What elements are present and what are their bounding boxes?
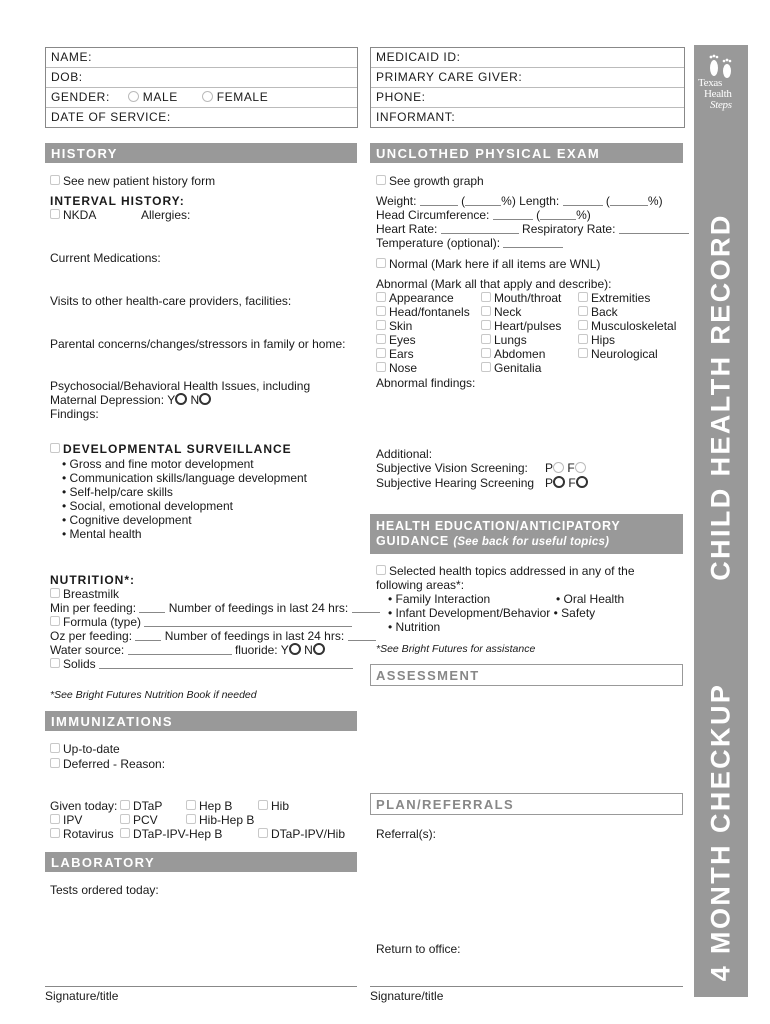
logo-texas: Texas [698, 77, 722, 89]
informant-field[interactable]: INFORMANT: [376, 110, 456, 124]
vaccine-hib: Hib [258, 799, 289, 813]
exam-item: Head/fontanels [376, 305, 470, 319]
developmental-title: DEVELOPMENTAL SURVEILLANCE [50, 442, 292, 456]
hearing-p-f: P F [545, 476, 588, 490]
nkda: NKDA [50, 208, 96, 222]
vaccine-rotavirus: Rotavirus [50, 827, 114, 841]
primary-care-giver-field[interactable]: PRIMARY CARE GIVER: [371, 68, 684, 88]
male-label: MALE [142, 90, 178, 104]
dev-item: • Self-help/care skills [62, 485, 173, 499]
exam-checkbox[interactable] [376, 348, 386, 358]
exam-item: Lungs [481, 333, 527, 347]
signature-label-left: Signature/title [45, 989, 119, 1003]
nutrition-title: NUTRITION*: [50, 573, 135, 587]
vision-fail-radio[interactable] [575, 462, 586, 473]
selected-topics-checkbox[interactable] [376, 565, 386, 575]
history-header: HISTORY [45, 143, 357, 163]
exam-item: Abdomen [481, 347, 545, 361]
current-medications-label: Current Medications: [50, 251, 161, 265]
female-label: FEMALE [216, 90, 269, 104]
vaccine-checkbox[interactable] [258, 800, 268, 810]
hearing-fail-radio[interactable] [576, 476, 588, 488]
exam-item: Neck [481, 305, 521, 319]
water-source-line[interactable] [128, 644, 232, 655]
health-education-header [370, 514, 683, 554]
topic-nutrition: • Nutrition [388, 620, 441, 634]
developmental-checkbox[interactable] [50, 443, 60, 453]
oz-per-feeding: Oz per feeding: Number of feedings in last 24 hrs: [50, 629, 376, 643]
exam-checkbox[interactable] [578, 348, 588, 358]
deferred-checkbox[interactable] [50, 758, 60, 768]
given-today-label: Given today: [50, 799, 118, 813]
hearing-pass-radio[interactable] [553, 476, 565, 488]
health-ed-footnote: *See Bright Futures for assistance [376, 643, 536, 655]
guidance-title: GUIDANCE [376, 534, 450, 548]
patient-info-left [45, 47, 358, 128]
child-health-record-title: CHILD HEALTH RECORD [705, 213, 736, 581]
signature-label-right: Signature/title [370, 989, 444, 1003]
plan-header: PLAN/REFERRALS [370, 793, 683, 815]
exam-item: Nose [376, 361, 417, 375]
solids-line[interactable] [99, 658, 353, 669]
logo-steps: Steps [710, 99, 732, 111]
exam-checkbox[interactable] [578, 306, 588, 316]
exam-checkbox[interactable] [481, 334, 491, 344]
logo-health: Health [704, 88, 732, 100]
deferred: Deferred - Reason: [50, 757, 165, 771]
exam-checkbox[interactable] [578, 334, 588, 344]
vaccine-checkbox[interactable] [120, 814, 130, 824]
gender-field[interactable] [46, 88, 357, 108]
length-line[interactable] [563, 195, 603, 206]
vaccine-hib-hepb: Hib-Hep B [186, 813, 254, 827]
nutrition-footnote: *See Bright Futures Nutrition Book if needed [50, 689, 257, 701]
exam-checkbox[interactable] [481, 362, 491, 372]
exam-checkbox[interactable] [481, 306, 491, 316]
weight-pct-line[interactable] [465, 195, 501, 206]
maternal-depression-yes-radio[interactable] [175, 393, 187, 405]
exam-checkbox[interactable] [578, 292, 588, 302]
vision-screening-label: Subjective Vision Screening: [376, 461, 528, 475]
normal-checkbox[interactable] [376, 258, 386, 268]
water-source: Water source: fluoride: Y N [50, 643, 325, 657]
head-circ-line[interactable] [493, 209, 533, 220]
heart-rate-line[interactable] [441, 223, 519, 234]
findings-label: Findings: [50, 407, 99, 421]
parental-concerns-label: Parental concerns/changes/stressors in family or home: [50, 337, 346, 351]
vaccine-checkbox[interactable] [120, 828, 130, 838]
gender-label: GENDER: [51, 90, 110, 104]
psychosocial-label: Psychosocial/Behavioral Health Issues, including [50, 379, 311, 393]
dev-item: • Communication skills/language development [62, 471, 307, 485]
immunizations-header: IMMUNIZATIONS [45, 711, 357, 731]
exam-item: Back [578, 305, 618, 319]
dev-item: • Gross and fine motor development [62, 457, 254, 471]
feedings-line[interactable] [352, 602, 380, 613]
phone-field[interactable]: PHONE: [371, 88, 684, 108]
abnormal-findings-label: Abnormal findings: [376, 376, 476, 390]
dob-field[interactable]: DOB: [46, 68, 357, 88]
temperature-line[interactable] [503, 237, 563, 248]
patient-info-right [370, 47, 685, 128]
feedings-line[interactable] [348, 630, 376, 641]
fluoride-no-radio[interactable] [313, 643, 325, 655]
allergies-label: Allergies: [141, 208, 191, 222]
exam-item: Extremities [578, 291, 650, 305]
additional-label: Additional: [376, 447, 433, 461]
signature-line-right[interactable] [370, 986, 683, 987]
fluoride-yes-radio[interactable] [289, 643, 301, 655]
exam-checkbox[interactable] [481, 292, 491, 302]
exam-checkbox[interactable] [376, 306, 386, 316]
medicaid-id-field[interactable]: MEDICAID ID: [371, 48, 684, 68]
exam-checkbox[interactable] [578, 320, 588, 330]
laboratory-header: LABORATORY [45, 852, 357, 872]
exam-item: Musculoskeletal [578, 319, 676, 333]
exam-item: Eyes [376, 333, 416, 347]
exam-item: Appearance [376, 291, 454, 305]
health-education-title: HEALTH EDUCATION/ANTICIPATORY [376, 519, 621, 533]
up-to-date-checkbox[interactable] [50, 743, 60, 753]
male-radio[interactable] [128, 91, 139, 102]
guidance-note: (See back for useful topics) [453, 536, 610, 548]
nkda-checkbox[interactable] [50, 209, 60, 219]
assessment-header: ASSESSMENT [370, 664, 683, 686]
oz-per-feeding-line[interactable] [135, 630, 161, 641]
vaccine-dtap: DTaP [120, 799, 162, 813]
referrals-label: Referral(s): [376, 827, 437, 841]
temperature: Temperature (optional): [376, 236, 563, 250]
footprints-icon [694, 50, 748, 80]
vaccine-hepb: Hep B [186, 799, 232, 813]
dev-item: • Mental health [62, 527, 142, 541]
formula: Formula (type) [50, 615, 352, 629]
tests-ordered-label: Tests ordered today: [50, 883, 159, 897]
min-per-feeding: Min per feeding: Number of feedings in last 24 hrs: [50, 601, 380, 615]
signature-line-left[interactable] [45, 986, 357, 987]
breastmilk: Breastmilk [50, 587, 119, 601]
vision-p-f: P F [545, 461, 586, 475]
vaccine-checkbox[interactable] [258, 828, 268, 838]
dev-item: • Cognitive development [62, 513, 192, 527]
head-circ-pct-line[interactable] [540, 209, 576, 220]
hearing-screening-label: Subjective Hearing Screening [376, 476, 535, 490]
date-of-service-field[interactable]: DATE OF SERVICE: [51, 110, 171, 124]
vaccine-checkbox[interactable] [50, 814, 60, 824]
female-radio[interactable] [202, 91, 213, 102]
return-label: Return to office: [376, 942, 461, 956]
exam-item: Ears [376, 347, 414, 361]
head-circumference: Head Circumference: ( %) [376, 208, 591, 222]
visits-label: Visits to other health-care providers, facilities: [50, 294, 292, 308]
exam-checkbox[interactable] [376, 292, 386, 302]
min-per-feeding-line[interactable] [139, 602, 165, 613]
exam-item: Neurological [578, 347, 658, 361]
heart-resp-rate: Heart Rate: Respiratory Rate: [376, 222, 689, 236]
see-growth: See growth graph [376, 174, 484, 188]
exam-checkbox[interactable] [376, 334, 386, 344]
weight-length: Weight: ( %) Length: ( %) [376, 194, 663, 208]
vaccine-ipv: IPV [50, 813, 82, 827]
vaccine-checkbox[interactable] [186, 800, 196, 810]
four-month-checkup-title: 4 MONTH CHECKUP [705, 682, 736, 982]
resp-rate-line[interactable] [619, 223, 689, 234]
exam-checkbox[interactable] [481, 320, 491, 330]
following-areas: following areas*: [376, 578, 465, 592]
vaccine-checkbox[interactable] [186, 814, 196, 824]
maternal-depression: Maternal Depression: Y N [50, 393, 211, 407]
length-pct-line[interactable] [610, 195, 648, 206]
dev-item: • Social, emotional development [62, 499, 233, 513]
solids: Solids [50, 657, 353, 671]
vaccine-checkbox[interactable] [120, 800, 130, 810]
texas-health-steps-logo [694, 50, 748, 116]
exam-header: UNCLOTHED PHYSICAL EXAM [370, 143, 683, 163]
vaccine-pcv: PCV [120, 813, 158, 827]
solids-checkbox[interactable] [50, 658, 60, 668]
vaccine-checkbox[interactable] [50, 828, 60, 838]
up-to-date: Up-to-date [50, 742, 120, 756]
see-new-history: See new patient history form [50, 174, 215, 188]
exam-item: Heart/pulses [481, 319, 561, 333]
vaccine-dtap-ipv-hib: DTaP-IPV/Hib [258, 827, 345, 841]
formula-checkbox[interactable] [50, 616, 60, 626]
exam-item: Mouth/throat [481, 291, 561, 305]
exam-item: Hips [578, 333, 615, 347]
see-growth-checkbox[interactable] [376, 175, 386, 185]
topic-family: • Family Interaction [388, 592, 491, 606]
see-new-history-checkbox[interactable] [50, 175, 60, 185]
normal-wnl: Normal (Mark here if all items are WNL) [376, 257, 600, 271]
weight-line[interactable] [420, 195, 458, 206]
exam-item: Skin [376, 319, 412, 333]
abnormal-label: Abnormal (Mark all that apply and describe): [376, 277, 612, 291]
maternal-depression-no-radio[interactable] [199, 393, 211, 405]
vaccine-dtap-ipv-hepb: DTaP-IPV-Hep B [120, 827, 222, 841]
exam-checkbox[interactable] [376, 362, 386, 372]
formula-line[interactable] [144, 616, 352, 627]
interval-history-title: INTERVAL HISTORY: [50, 194, 185, 208]
exam-checkbox[interactable] [481, 348, 491, 358]
exam-checkbox[interactable] [376, 320, 386, 330]
breastmilk-checkbox[interactable] [50, 588, 60, 598]
topic-dev-safety: • Infant Development/Behavior • Safety [388, 606, 596, 620]
vision-pass-radio[interactable] [553, 462, 564, 473]
topic-oral: • Oral Health [556, 592, 625, 606]
selected-topics: Selected health topics addressed in any of the [376, 564, 635, 578]
exam-item: Genitalia [481, 361, 541, 375]
name-field[interactable]: NAME: [46, 48, 357, 68]
